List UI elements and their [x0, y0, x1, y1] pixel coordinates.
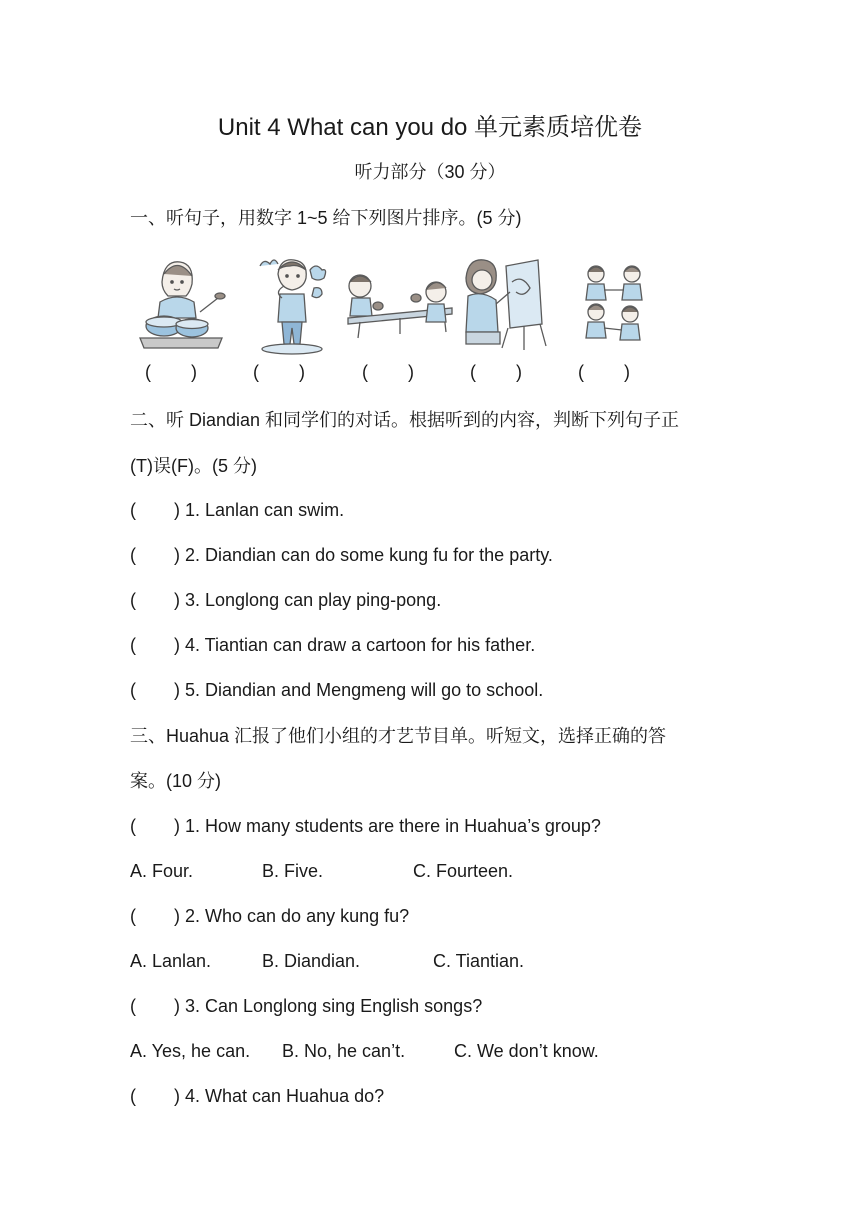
- mc-open-paren: (: [130, 996, 136, 1016]
- mc-question: [130, 812, 601, 840]
- mc-option-a[interactable]: A. Lanlan.: [130, 951, 212, 971]
- page-title: Unit 4 What can you do 单元素质培优卷: [217, 114, 643, 141]
- section2-heading-cont: (T)误(F)。(5 分): [130, 456, 257, 476]
- mc-question-text: ) 3. Can Longlong sing English songs?: [174, 996, 483, 1016]
- mc-question: [130, 1082, 384, 1110]
- section2-heading: 二、听 Diandian 和同学们的对话。根据听到的内容，判断下列句子正: [130, 410, 680, 430]
- mc-open-paren: (: [130, 816, 136, 836]
- mc-option-b[interactable]: B. Five.: [262, 861, 324, 881]
- page-subtitle: 听力部分（30 分）: [354, 162, 506, 182]
- section3-heading-cont: 案。(10 分): [130, 771, 222, 791]
- girl-cooking-icon: [134, 252, 230, 356]
- answer-blank-3[interactable]: ( ): [362, 362, 414, 382]
- tf-item: [130, 631, 535, 659]
- boy-thinking-icon: [252, 252, 336, 356]
- mc-option-a[interactable]: A. Four.: [130, 861, 194, 881]
- tf-open-paren: (: [130, 545, 136, 565]
- mc-question-text: ) 2. Who can do any kung fu?: [174, 906, 410, 926]
- tf-statement: ) 3. Longlong can play ping-pong.: [174, 590, 442, 610]
- answer-blank-1[interactable]: ( ): [145, 362, 197, 382]
- tf-open-paren: (: [130, 680, 136, 700]
- mc-option-b[interactable]: B. Diandian.: [262, 951, 361, 971]
- answer-blank-2[interactable]: ( ): [253, 362, 305, 382]
- mc-question: [130, 902, 409, 930]
- tf-item: [130, 541, 553, 569]
- children-dancing-icon: [578, 252, 658, 356]
- children-playing-pingpong-icon: [344, 252, 456, 356]
- tf-item: [130, 496, 344, 524]
- section1-heading: 一、听句子，用数字 1~5 给下列图片排序。(5 分): [130, 208, 522, 228]
- mc-option-c[interactable]: C. Tiantian.: [433, 951, 525, 971]
- tf-statement: ) 2. Diandian can do some kung fu for the party.: [174, 545, 553, 565]
- mc-option-c[interactable]: C. We don’t know.: [454, 1041, 599, 1061]
- mc-question: [130, 992, 482, 1020]
- mc-option-a[interactable]: A. Yes, he can.: [130, 1041, 251, 1061]
- mc-option-c[interactable]: C. Fourteen.: [413, 861, 514, 881]
- tf-statement: ) 4. Tiantian can draw a cartoon for his father.: [174, 635, 536, 655]
- tf-item: [130, 676, 543, 704]
- answer-blank-4[interactable]: ( ): [470, 362, 522, 382]
- mc-open-paren: (: [130, 1086, 136, 1106]
- mc-question-text: ) 1. How many students are there in Huahua’s group?: [174, 816, 601, 836]
- tf-item: [130, 586, 441, 614]
- tf-open-paren: (: [130, 590, 136, 610]
- mc-open-paren: (: [130, 906, 136, 926]
- picture-row: [130, 252, 670, 356]
- girl-drawing-icon: [460, 252, 550, 356]
- tf-open-paren: (: [130, 635, 136, 655]
- mc-question-text: ) 4. What can Huahua do?: [174, 1086, 385, 1106]
- tf-statement: ) 5. Diandian and Mengmeng will go to school.: [174, 680, 544, 700]
- answer-blank-5[interactable]: ( ): [578, 362, 630, 382]
- section3-heading: 三、Huahua 汇报了他们小组的才艺节目单。听短文，选择正确的答: [130, 726, 667, 746]
- mc-option-b[interactable]: B. No, he can’t.: [282, 1041, 406, 1061]
- tf-open-paren: (: [130, 500, 136, 520]
- tf-statement: ) 1. Lanlan can swim.: [174, 500, 345, 520]
